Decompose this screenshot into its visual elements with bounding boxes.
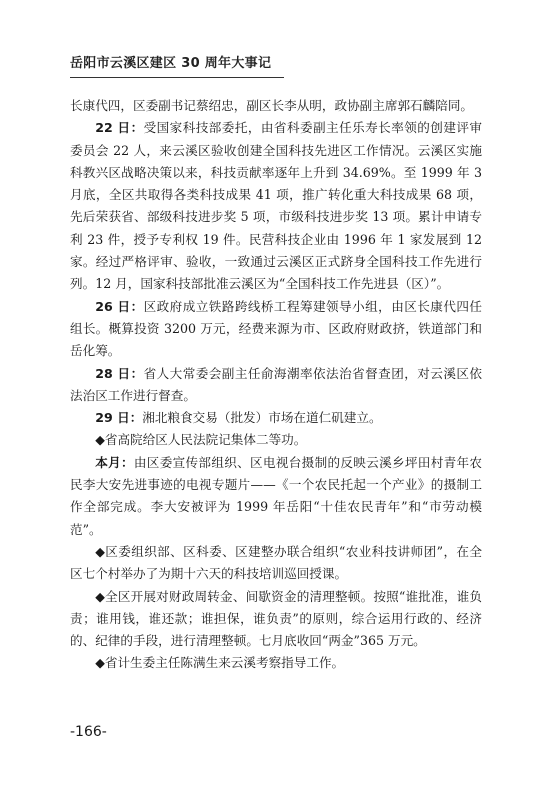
entry-text: ◆省计生委主任陈满生来云溪考察指导工作。 xyxy=(95,655,345,671)
entry-date: 22 日： xyxy=(95,120,144,136)
entry-22 xyxy=(70,117,482,295)
header-rule xyxy=(70,77,284,78)
entry-29 xyxy=(70,407,482,429)
entry-date: 28 日： xyxy=(95,365,144,381)
entry-this-month xyxy=(70,452,482,541)
entry-28 xyxy=(70,363,482,408)
page-number: -166- xyxy=(70,724,107,740)
paragraph-continuation xyxy=(70,95,482,117)
entry-26 xyxy=(70,296,482,363)
entry-text: 由区委宣传部组织、区电视台摄制的反映云溪乡坪田村青年农民李大安先进事迹的电视专题片——《一个农民托起一个产业》的摄制工作全部完成。李大安被评为 1999 年岳阳“十佳农民青年”和“市劳动模范”。 xyxy=(70,454,483,537)
running-header xyxy=(70,52,290,78)
entry-bullet xyxy=(70,586,482,653)
entry-date: 26 日： xyxy=(95,298,144,314)
entry-text: ◆省高院给区人民法院记集体二等功。 xyxy=(95,432,307,448)
entry-bullet xyxy=(70,429,482,451)
entry-bullet xyxy=(70,541,482,586)
entry-text: 省人大常委会副主任俞海潮率依法治省督查团，对云溪区依法治区工作进行督查。 xyxy=(70,365,482,403)
entry-text: ◆区委组织部、区科委、区建整办联合组织“农业科技讲师团”，在全区七个村举办了为期十六天的科技培训巡回授课。 xyxy=(70,543,482,582)
paragraph-text: 长康代四，区委副书记蔡绍忠，副区长李从明，政协副主席郭石麟陪同。 xyxy=(70,98,473,113)
page-body xyxy=(70,95,482,675)
entry-text: ◆全区开展对财政周转金、间歇资金的清理整顿。按照“谁批准，谁负责；谁用钱，谁还款；谁担保，谁负责”的原则，综合运用行政的、经济的、纪律的手段，进行清理整顿。七月底收回“两金”365 万元。 xyxy=(70,588,482,649)
header-title: 岳阳市云溪区建区 30 周年大事记 xyxy=(70,56,272,71)
entry-bullet xyxy=(70,652,482,674)
entry-date: 29 日： xyxy=(95,410,143,426)
entry-text: 湘北粮食交易（批发）市场在道仁矶建立。 xyxy=(142,410,382,426)
entry-date: 本月： xyxy=(95,454,134,470)
entry-text: 区政府成立铁路跨线桥工程筹建领导小组，由区长康代四任组长。概算投资 3200 万元，经费来源为市、区政府财政挤，铁道部门和岳化筹。 xyxy=(70,298,482,359)
entry-text: 受国家科技部委托，由省科委副主任乐寿长率领的创建评审委员会 22 人，来云溪区验收创建全国科技先进区工作情况。云溪区实施科教兴区战略决策以来，科技贡献率逐年上升到 34.69%。至 1999 年 3 月底，全区共取得各类科技成果 41 项，推广转化重大科技成果 68 项，先后荣获省、部级科技进步奖 5 项，市级科技进步奖 13 项。累计申请专利 23 件，授予专利权 19 件。民营科技企业由 1996 年 1 家发展到 12 家。经过严格评审、验收，一致通过云溪区正式跻身全国科技工作先进行列。12 月，国家科技部批准云溪区为“全国科技工作先进县（区）”。 xyxy=(70,120,482,292)
